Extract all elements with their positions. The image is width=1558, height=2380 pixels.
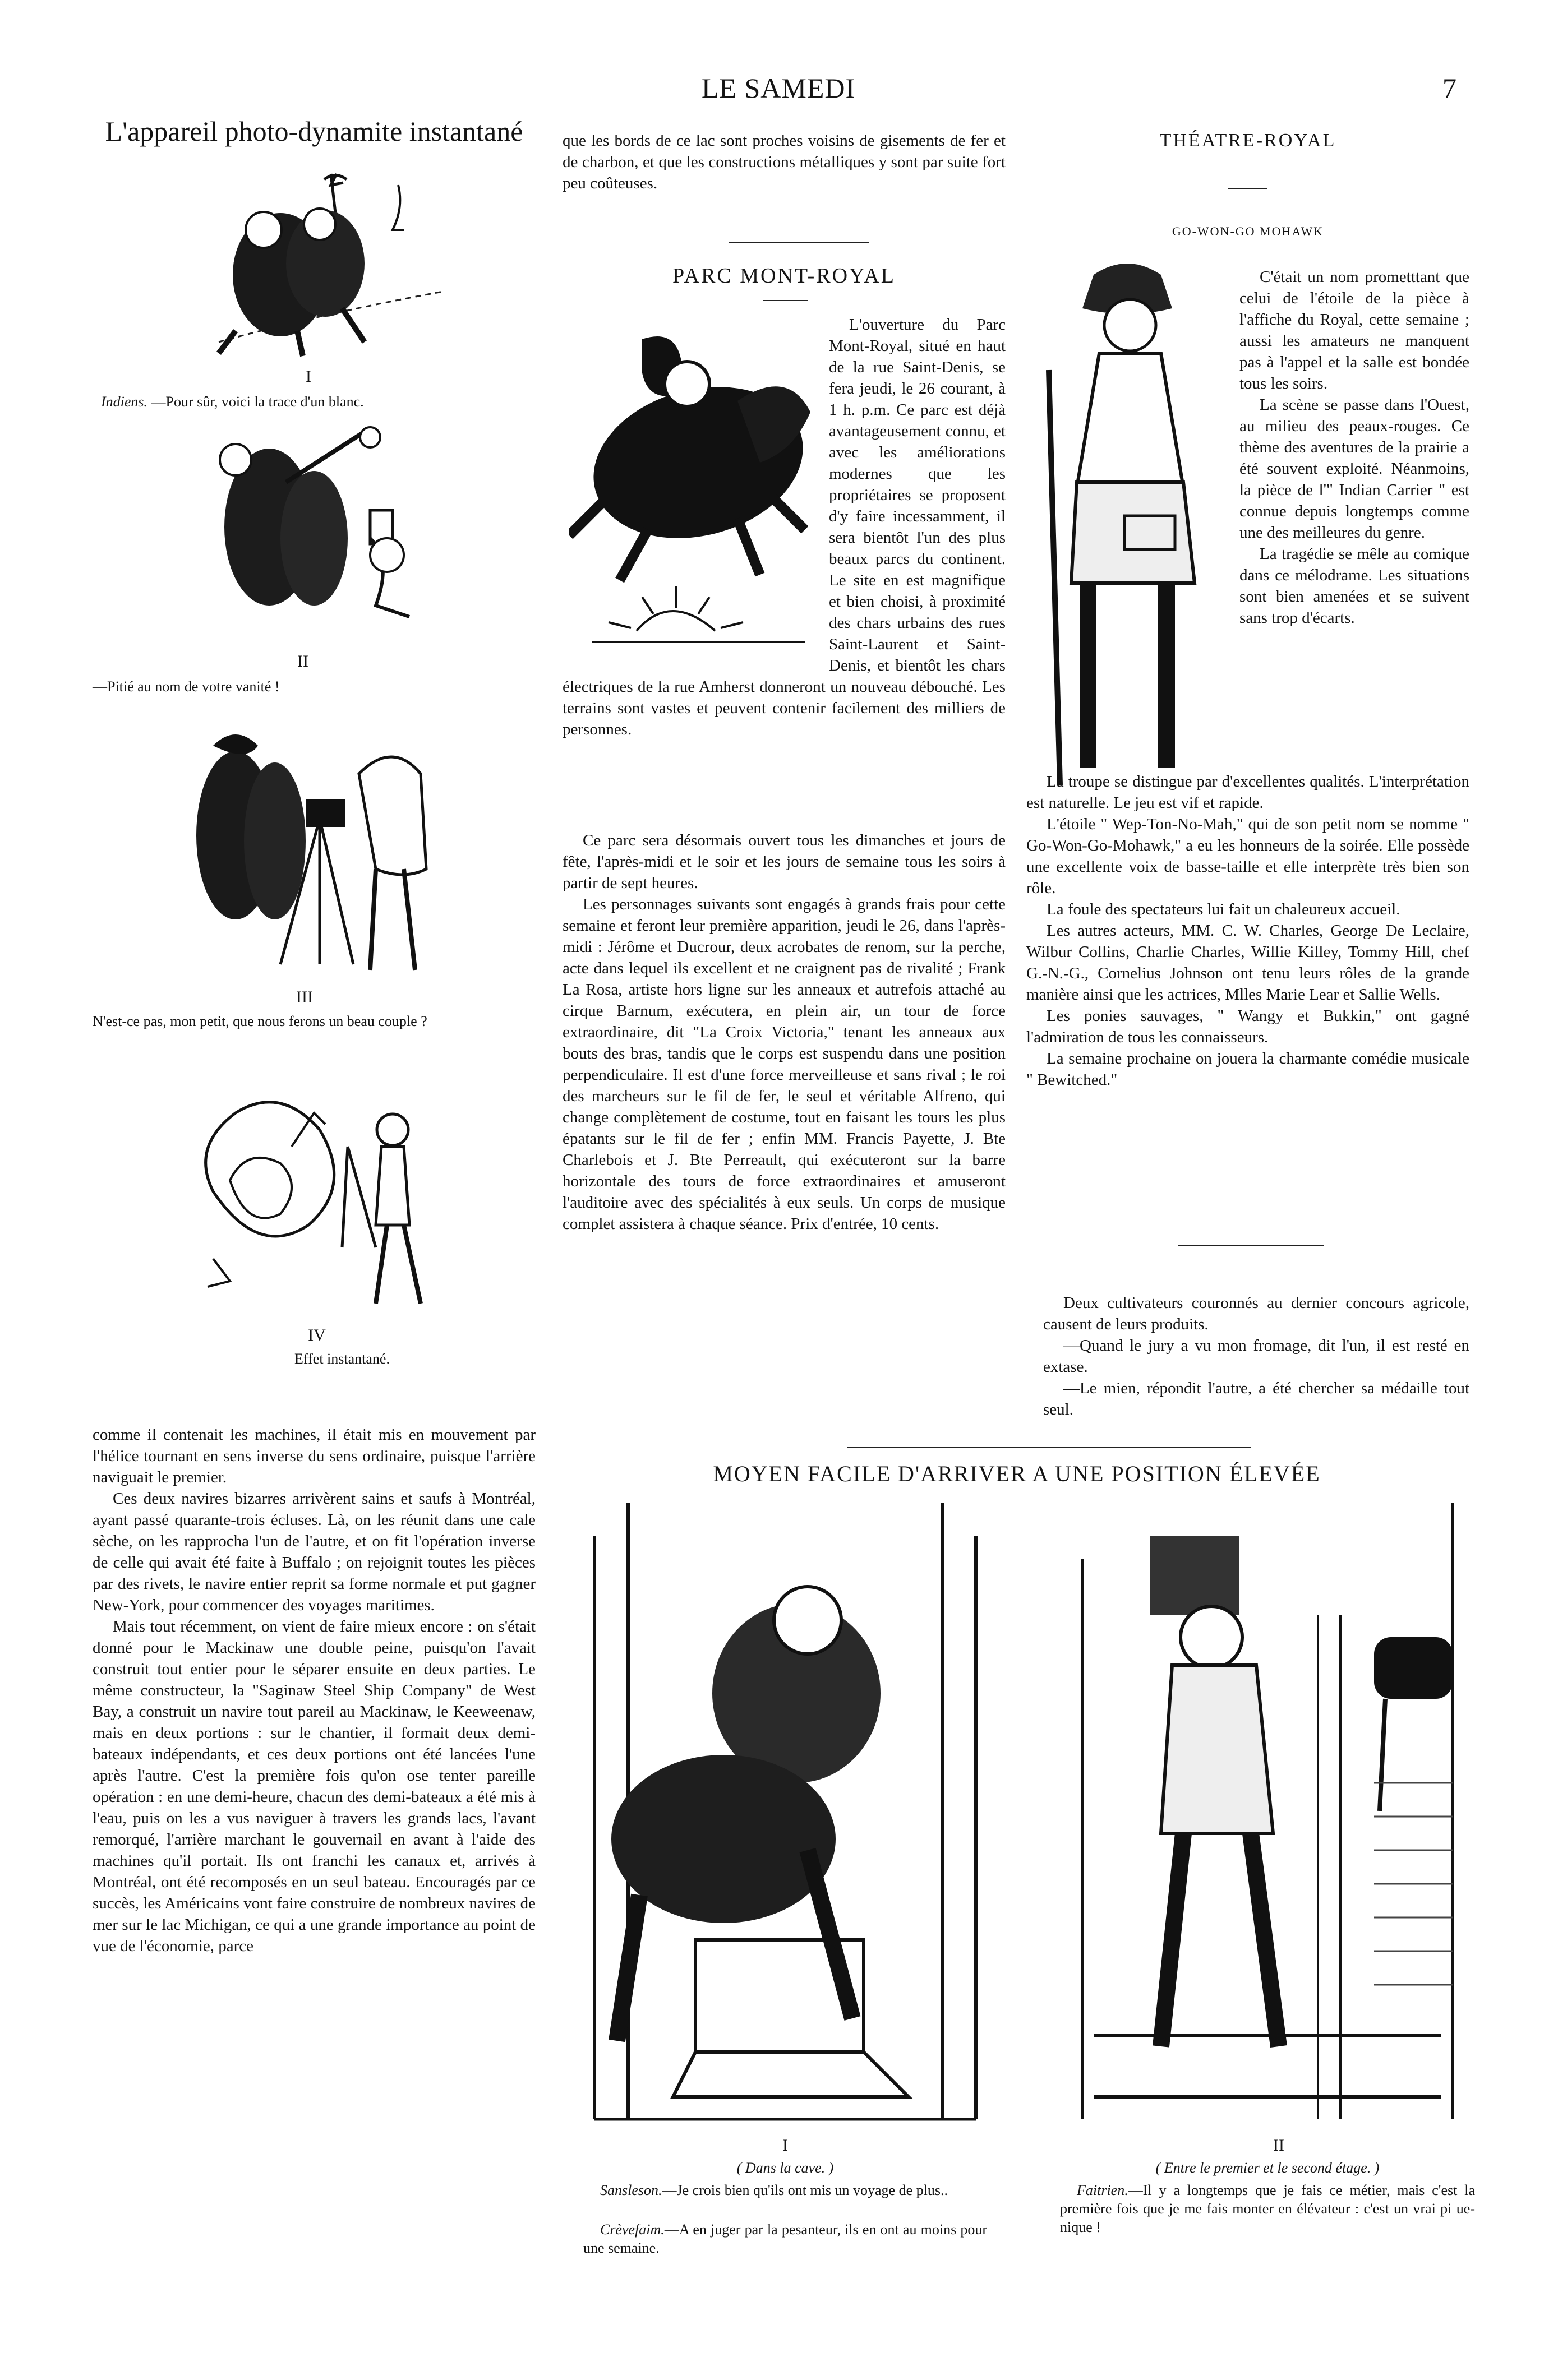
column-2-intro xyxy=(563,130,1006,194)
comic-title: L'appareil photo-dynamite instantané xyxy=(105,115,523,147)
comic-panel-1-illustration xyxy=(185,163,454,364)
bottom-comic-panel-2-illustration xyxy=(1060,1503,1475,2131)
divider xyxy=(1228,188,1267,189)
bottom-comic-panel-1-illustration xyxy=(583,1503,987,2131)
bottom-panel-1-speaker-2: Crèvefaim. xyxy=(600,2221,665,2238)
running-title: LE SAMEDI xyxy=(701,72,856,104)
theatre-text-continued xyxy=(1026,771,1469,1090)
bottom-panel-2-speaker-1: Faitrien. xyxy=(1077,2182,1128,2198)
comic-panel-3-numeral: III xyxy=(296,988,313,1006)
joke-text xyxy=(1043,1292,1469,1420)
joke-line: Deux cultivateurs couronnés au dernier concours agricole, causent de leurs produits. xyxy=(1043,1294,1469,1333)
page-number: 7 xyxy=(1442,72,1457,104)
float-spacer xyxy=(563,314,829,656)
parc-text-continued xyxy=(563,830,1006,1235)
comic-panel-1-caption xyxy=(101,392,538,411)
bottom-comic-title: MOYEN FACILE D'ARRIVER A UNE POSITION ÉLEVÉE xyxy=(713,1461,1321,1486)
bottom-panel-1-line-1: —Je crois bien qu'ils ont mis un voyage de plus.. xyxy=(662,2182,948,2198)
parc-paragraph: L'ouverture du Parc Mont-Royal, situé en haut de la rue Saint-Denis, se fera jeudi, le 26 courant, à 1 h. p.m. Ce parc est déjà avantageusement connu, et avec les améliorations modernes que les propriétaires se proposent d'y faire incessamment, il sera bientôt l'un des plus beaux parcs du continent. Le site en est magnifique et bien choisi, à proximité des chars urbains des rues Saint-Laurent et Saint-Denis, et bientôt les chars électriques de la rue Amherst donneront un nouveau débouché. Les terrains sont vastes et peuvent contenir facilement des milliers de personnes. xyxy=(563,316,1006,738)
theatre-paragraph: La tragédie se mêle au comique dans ce mélodrame. Les situations sont bien amenées et se suivent sans trop d'écarts. xyxy=(1239,545,1469,627)
theatre-subtitle: GO-WON-GO MOHAWK xyxy=(1172,224,1324,238)
comic-panel-1-text: —Pour sûr, voici la trace d'un blanc. xyxy=(151,394,364,410)
float-spacer xyxy=(1026,266,1239,760)
bottom-panel-2-stage: ( Entre le premier et le second étage. ) xyxy=(1155,2160,1380,2176)
theatre-paragraph: C'était un nom prometttant que celui de l'étoile de la pièce à l'affiche du Royal, cette semaine ; aussi les amateurs ne manquent pas à l'appel et la salle est bondée tous les soirs. xyxy=(1239,268,1469,392)
bottom-panel-1-numeral: I xyxy=(782,2136,788,2155)
column-1-paragraph: Ces deux navires bizarres arrivèrent sains et saufs à Montréal, ayant passé quarante-trois écluses. Là, on les réunit dans une cale sèche, on les rapprocha l'un de l'autre, et on fit l'opération inverse de celle qui avait été faite à Buffalo ; on rejoignit toutes les pièces par des rivets, le navire entier reprit sa forme normale et put gagner New-York, pour commencer des voyages maritimes. xyxy=(93,1490,536,1614)
theatre-paragraph: La troupe se distingue par d'excellentes qualités. L'interprétation est naturelle. Le jeu est vif et rapide. xyxy=(1026,773,1469,812)
comic-panel-2-illustration xyxy=(202,426,437,634)
theatre-paragraph: La foule des spectateurs lui fait un chaleureux accueil. xyxy=(1047,900,1400,918)
theatre-paragraph: La semaine prochaine on jouera la charmante comédie musicale " Bewitched." xyxy=(1026,1050,1469,1089)
bottom-panel-1-line-2: —A en juger par la pesanteur, ils en ont au moins pour une semaine. xyxy=(583,2221,987,2256)
joke-line: —Quand le jury a vu mon fromage, dit l'un, il est resté en extase. xyxy=(1043,1337,1469,1376)
parc-paragraph: Ce parc sera désormais ouvert tous les dimanches et jours de fête, l'après-midi et le soir et les jours de semaine tous les soirs à partir de sept heures. xyxy=(563,831,1006,892)
bottom-panel-2-line-1: —Il y a longtemps que je fais ce métier, mais c'est la première fois que je me fais monter en élévateur : c'est un vrai pi ue-nique ! xyxy=(1060,2182,1475,2235)
section-title-parc: PARC MONT-ROYAL xyxy=(672,264,896,288)
comic-panel-2-numeral: II xyxy=(297,652,308,671)
comic-panel-2-caption: —Pitié au nom de votre vanité ! xyxy=(93,678,280,695)
divider xyxy=(1178,1245,1324,1246)
comic-panel-1-speaker: Indiens. xyxy=(101,394,148,410)
bottom-panel-2-dialogue-1 xyxy=(1060,2181,1475,2236)
comic-panel-4-caption: Effet instantané. xyxy=(294,1351,390,1367)
comic-panel-4-illustration xyxy=(179,1079,460,1315)
theatre-paragraph: L'étoile " Wep-Ton-No-Mah," qui de son petit nom se nomme " Go-Won-Go-Mohawk," a eu les honneurs de la soirée. Elle possède une excellente voix de basse-taille et elle interprète très bien son rôle. xyxy=(1026,815,1469,897)
theatre-paragraph: Les ponies sauvages, " Wangy et Bukkin," ont gagné l'admiration de tous les connaisseurs. xyxy=(1026,1007,1469,1046)
bottom-panel-1-stage: ( Dans la cave. ) xyxy=(736,2160,834,2176)
joke-line: —Le mien, répondit l'autre, a été chercher sa médaille tout seul. xyxy=(1043,1379,1469,1418)
theatre-text xyxy=(1026,266,1469,771)
comic-panel-1-numeral: I xyxy=(306,367,311,386)
section-title-theatre: THÉATRE-ROYAL xyxy=(1159,130,1336,151)
divider xyxy=(763,300,808,301)
column-1-paragraph: comme il contenait les machines, il était mis en mouvement par l'hélice tournant en sens inverse du sens ordinaire, puisque l'arrière naviguait le premier. xyxy=(93,1426,536,1486)
comic-panel-4-numeral: IV xyxy=(308,1326,326,1344)
theatre-paragraph: La scène se passe dans l'Ouest, au milieu des peaux-rouges. Ce thème des aventures de la prairie a été souvent exploité. Néanmoins, la pièce de l'" Indian Carrier " est connue depuis longtemps comme une des meilleures du genre. xyxy=(1239,396,1469,542)
column-1-paragraph: Mais tout récemment, on vient de faire mieux encore : on s'était donné pour le Mackinaw une double peine, puisqu'on l'avait construit tout entier pour le séparer ensuite en deux parties. Le même constructeur, la "Saginaw Steel Ship Company" de West Bay, a construit un navire tout pareil au Mackinaw, le Keeweenaw, mais en deux portions : sur le chantier, il formait deux demi-bateaux indépendants, et ces deux portions ont été lancées l'une après l'autre. C'est la première fois qu'on ose tenter pareille opération : en une demi-heure, chacun des demi-bateaux a été mis à l'eau, puis on les a vus naviguer à travers les grands lacs, l'avant remorqué, l'arrière marchant le gouvernail en avant à l'aide des machines qu'il portait. Ils ont franchi les canaux et, arrivés à Montréal, ont été recomposés en un seul bateau. Encouragés par ce succès, les Américains vont faire construire de nombreux navires de mer sur le lac Michigan, ce qui a une grande importance au point de vue de l'économie, parce xyxy=(93,1618,536,1955)
column-1-text xyxy=(93,1424,536,1957)
bottom-panel-1-dialogue-2 xyxy=(583,2220,987,2257)
bottom-panel-2-numeral: II xyxy=(1273,2136,1284,2155)
column-2-intro-paragraph: que les bords de ce lac sont proches voisins de gisements de fer et de charbon, et que les constructions métalliques y sont par suite fort peu coûteuses. xyxy=(563,132,1006,192)
bottom-panel-1-speaker-1: Sansleson. xyxy=(600,2182,662,2198)
divider xyxy=(847,1447,1251,1448)
theatre-paragraph: Les autres acteurs, MM. C. W. Charles, George De Leclaire, Wilbur Collins, Charlie Charles, Willie Killey, Tommy Hill, chef G.-N.-G., Cornelius Johnson ont tenu leurs rôles de la grande manière ainsi que les actrices, Mlles Marie Lear et Sallie Wells. xyxy=(1026,922,1469,1004)
parc-paragraph: Les personnages suivants sont engagés à grands frais pour cette semaine et feront leur première apparition, jeudi le 26, dans l'après-midi : Jérôme et Ducrour, deux acrobates de renom, sur la perche, acte dans lequel ils excellent et ne craignent pas de rivalité ; Frank La Rosa, artiste hors ligne sur les anneaux et autrefois attaché au cirque Barnum, exécutera, en plein air, un tour de force extraordinaire, dit "La Croix Victoria," tenant les anneaux aux bouts des bras, tandis que le corps est suspendu dans une position perpendiculaire. Il est d'une force merveilleuse et sans rival ; le roi des marcheurs sur le fil de fer, le seul et véritable Alfreno, qui change complètement de costume, tout en faisant les tours les plus épatants sur le fil de fer ; enfin MM. Francis Payette, J. Bte Charlebois et J. Bte Perreault, qui exécuteront sur la barre horizontale des tours de force extraordinaires et amuseront l'auditoire avec des spécialités à eux seuls. Un corps de musique complet assistera à chaque séance. Prix d'entrée, 10 cents. xyxy=(563,895,1006,1233)
comic-panel-3-illustration xyxy=(179,723,460,976)
parc-text xyxy=(563,314,1006,738)
bottom-panel-1-dialogue-1 xyxy=(583,2181,987,2199)
comic-panel-3-caption: N'est-ce pas, mon petit, que nous ferons un beau couple ? xyxy=(93,1013,427,1029)
divider xyxy=(729,242,869,243)
